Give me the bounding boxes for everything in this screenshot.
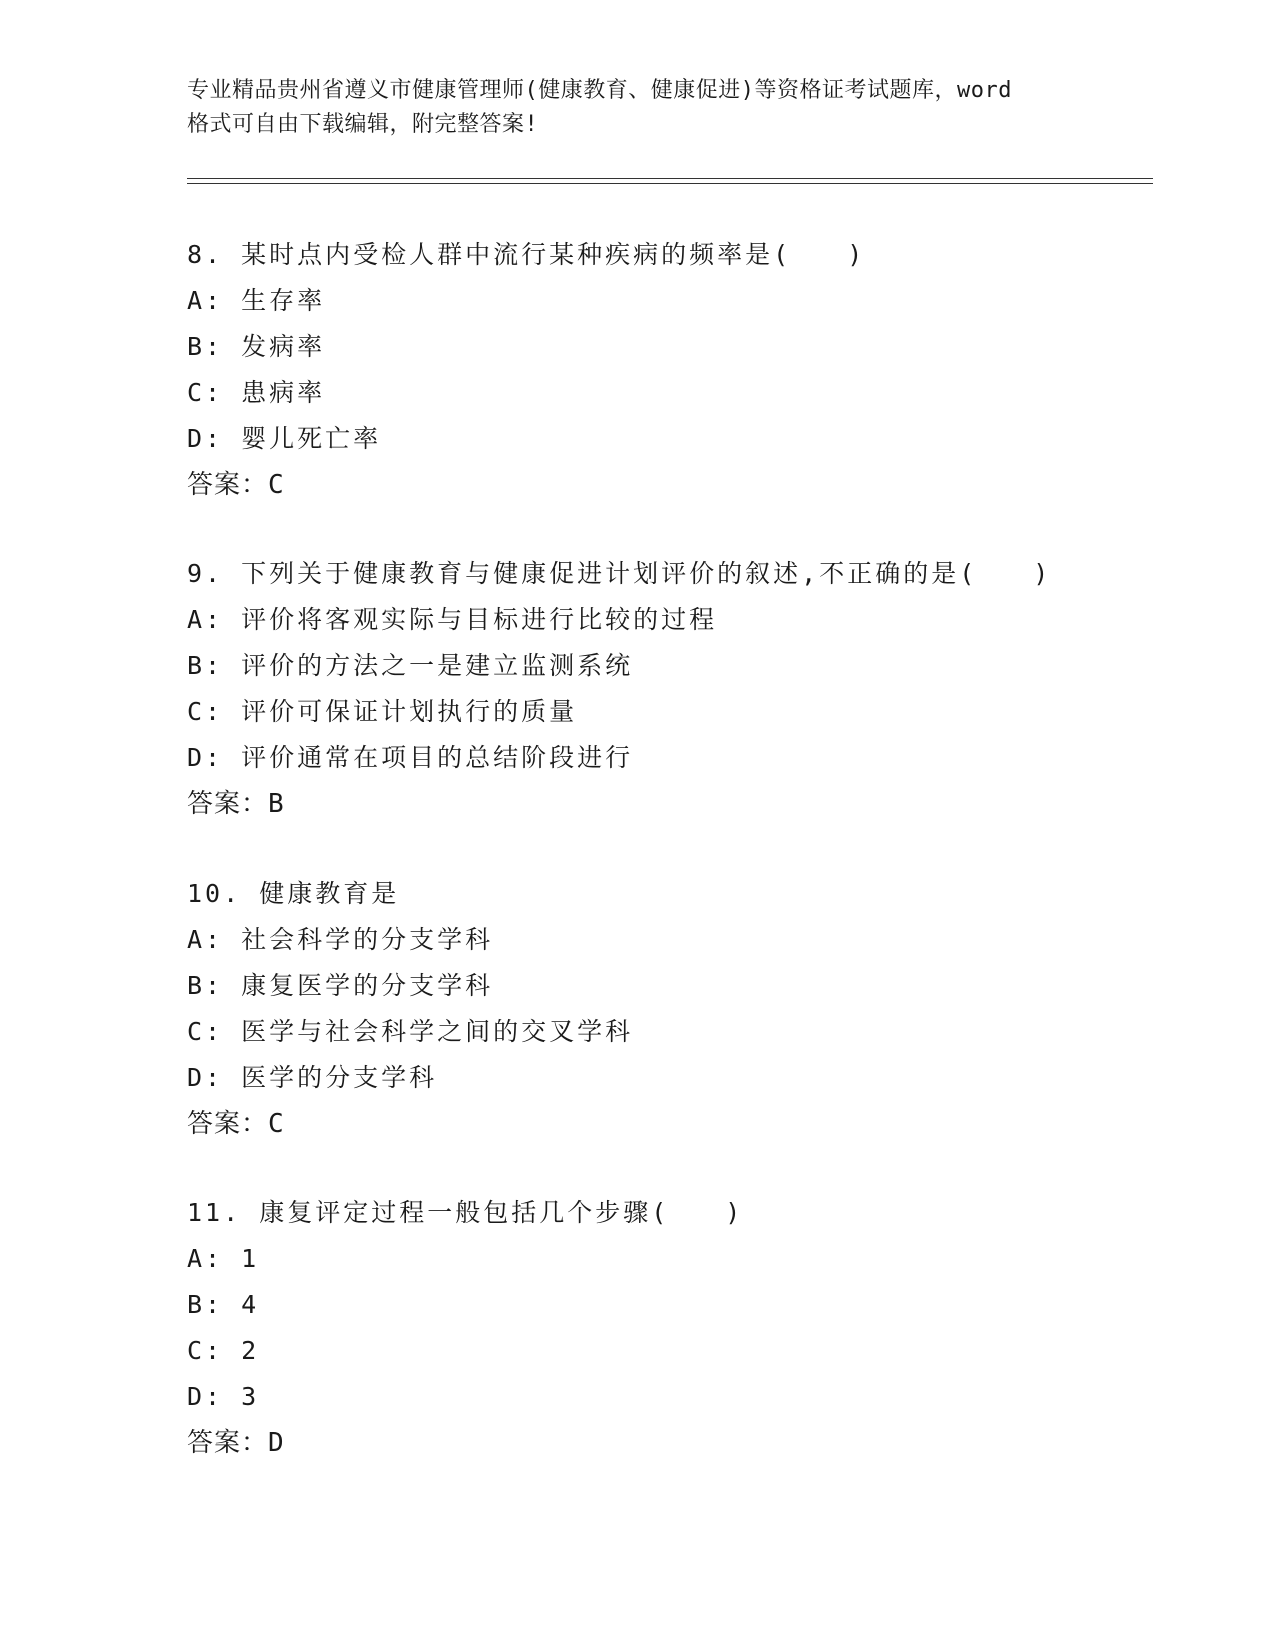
answer-line — [187, 781, 1187, 827]
option-c: C: 患病率 — [187, 378, 326, 407]
question-block — [187, 871, 1187, 1147]
option-b: B: 康复医学的分支学科 — [187, 971, 494, 1000]
answer-value: B — [268, 789, 285, 819]
header-divider-bottom — [187, 183, 1153, 184]
answer-label: 答案： — [187, 1109, 269, 1139]
option-d: D: 评价通常在项目的总结阶段进行 — [187, 743, 634, 772]
option-d: D: 3 — [187, 1382, 260, 1411]
header-divider-top — [187, 178, 1153, 179]
answer-value: C — [268, 1109, 285, 1139]
answer-label: 答案： — [187, 1428, 269, 1458]
answer-value: C — [268, 470, 285, 500]
question-block — [187, 551, 1187, 827]
document-header — [187, 74, 1087, 142]
option-a: A: 评价将客观实际与目标进行比较的过程 — [187, 605, 718, 634]
question-block — [187, 232, 1187, 508]
question-block — [187, 1190, 1187, 1466]
answer-line — [187, 1420, 1187, 1466]
header-line-2: 格式可自由下载编辑，附完整答案! — [187, 112, 539, 137]
question-stem: 9. 下列关于健康教育与健康促进计划评价的叙述,不正确的是( ) — [187, 559, 1052, 588]
answer-line — [187, 1101, 1187, 1147]
answer-value: D — [268, 1428, 285, 1458]
option-a: A: 社会科学的分支学科 — [187, 925, 494, 954]
option-d: D: 婴儿死亡率 — [187, 424, 382, 453]
option-a: A: 1 — [187, 1244, 260, 1273]
question-stem: 8. 某时点内受检人群中流行某种疾病的频率是( ) — [187, 240, 866, 269]
option-b: B: 评价的方法之一是建立监测系统 — [187, 651, 634, 680]
option-d: D: 医学的分支学科 — [187, 1063, 438, 1092]
answer-label: 答案： — [187, 470, 269, 500]
option-b: B: 发病率 — [187, 332, 326, 361]
answer-label: 答案： — [187, 789, 269, 819]
answer-line — [187, 462, 1187, 508]
header-line-1: 专业精品贵州省遵义市健康管理师(健康教育、健康促进)等资格证考试题库，word — [187, 78, 1012, 103]
option-b: B: 4 — [187, 1290, 260, 1319]
option-c: C: 医学与社会科学之间的交叉学科 — [187, 1017, 634, 1046]
option-c: C: 2 — [187, 1336, 260, 1365]
question-stem: 11. 康复评定过程一般包括几个步骤( ) — [187, 1198, 744, 1227]
option-c: C: 评价可保证计划执行的质量 — [187, 697, 578, 726]
question-stem: 10. 健康教育是 — [187, 879, 400, 908]
option-a: A: 生存率 — [187, 286, 326, 315]
